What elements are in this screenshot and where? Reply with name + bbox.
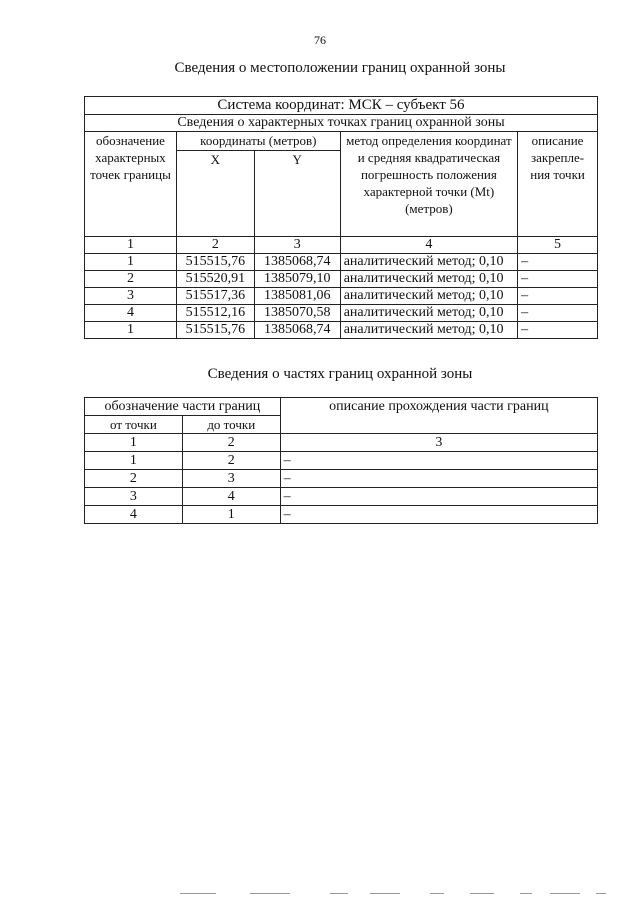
method-cell: аналитический метод; 0,10 xyxy=(340,288,517,305)
col-number: 4 xyxy=(340,237,517,254)
method-cell: аналитический метод; 0,10 xyxy=(340,254,517,271)
table-row xyxy=(85,288,598,305)
scan-footer-marks xyxy=(180,893,610,897)
point-cell: 1 xyxy=(85,254,177,271)
section-title: Сведения о частях границ охранной зоны xyxy=(207,366,473,382)
to-cell: 4 xyxy=(182,488,280,506)
col-number: 3 xyxy=(254,237,340,254)
x-cell: 515515,76 xyxy=(176,254,254,271)
table-row xyxy=(85,271,598,288)
col-desc-header: описание закрепле-ния точки xyxy=(518,132,598,237)
col-number: 5 xyxy=(518,237,598,254)
col-x-header: X xyxy=(176,151,254,237)
col-from-header: от точки xyxy=(85,416,183,434)
method-cell: аналитический метод; 0,10 xyxy=(340,305,517,322)
point-cell: 4 xyxy=(85,305,177,322)
to-cell: 3 xyxy=(182,470,280,488)
y-cell: 1385079,10 xyxy=(254,271,340,288)
coordinate-system-header: Система координат: МСК – субъект 56 xyxy=(85,97,598,115)
y-cell: 1385070,58 xyxy=(254,305,340,322)
col-part-header: обозначение части границ xyxy=(85,398,281,416)
desc-cell: – xyxy=(518,254,598,271)
from-cell: 1 xyxy=(85,452,183,470)
col-number: 2 xyxy=(182,434,280,452)
x-cell: 515520,91 xyxy=(176,271,254,288)
section-header: Сведения о характерных точках границ охранной зоны xyxy=(85,115,598,132)
col-point-header: обозначение характерных точек границы xyxy=(85,132,177,237)
desc-cell: – xyxy=(518,288,598,305)
characteristic-points-table xyxy=(84,96,598,339)
table-row xyxy=(85,470,598,488)
table-row xyxy=(85,254,598,271)
table-row xyxy=(85,322,598,339)
from-cell: 2 xyxy=(85,470,183,488)
col-number: 1 xyxy=(85,237,177,254)
to-cell: 1 xyxy=(182,506,280,524)
col-method-header: метод определения координат и средняя квадратическая погрешность положения характерной точки (Mt) (метров) xyxy=(340,132,517,237)
method-cell: аналитический метод; 0,10 xyxy=(340,271,517,288)
document-title: Сведения о местоположении границ охранной зоны xyxy=(174,60,506,76)
table-row xyxy=(85,488,598,506)
col-number: 2 xyxy=(176,237,254,254)
from-cell: 3 xyxy=(85,488,183,506)
desc-cell: – xyxy=(518,271,598,288)
to-cell: 2 xyxy=(182,452,280,470)
point-cell: 1 xyxy=(85,322,177,339)
desc-cell: – xyxy=(280,488,597,506)
point-cell: 2 xyxy=(85,271,177,288)
col-number: 3 xyxy=(280,434,597,452)
method-cell: аналитический метод; 0,10 xyxy=(340,322,517,339)
boundary-parts-table xyxy=(84,397,598,524)
table-row xyxy=(85,452,598,470)
table-row xyxy=(85,305,598,322)
desc-cell: – xyxy=(280,452,597,470)
y-cell: 1385081,06 xyxy=(254,288,340,305)
col-desc-header: описание прохождения части границ xyxy=(280,398,597,434)
desc-cell: – xyxy=(518,305,598,322)
x-cell: 515517,36 xyxy=(176,288,254,305)
desc-cell: – xyxy=(280,506,597,524)
table-row xyxy=(85,506,598,524)
desc-cell: – xyxy=(280,470,597,488)
col-number: 1 xyxy=(85,434,183,452)
x-cell: 515512,16 xyxy=(176,305,254,322)
col-coords-header: координаты (метров) xyxy=(176,132,340,151)
y-cell: 1385068,74 xyxy=(254,254,340,271)
point-cell: 3 xyxy=(85,288,177,305)
col-to-header: до точки xyxy=(182,416,280,434)
y-cell: 1385068,74 xyxy=(254,322,340,339)
desc-cell: – xyxy=(518,322,598,339)
page-number: 76 xyxy=(314,33,326,47)
x-cell: 515515,76 xyxy=(176,322,254,339)
from-cell: 4 xyxy=(85,506,183,524)
col-y-header: Y xyxy=(254,151,340,237)
